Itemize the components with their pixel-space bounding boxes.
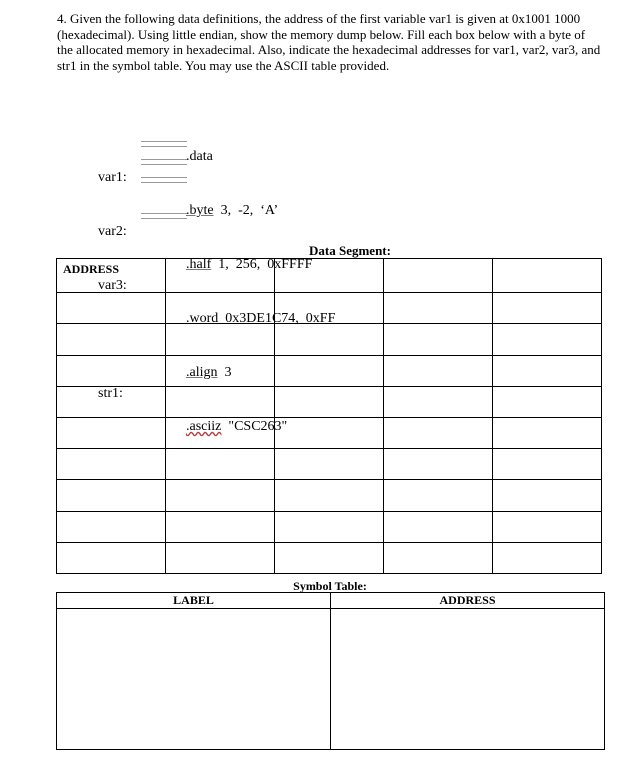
byte-cell[interactable] (275, 542, 384, 573)
label-separator (141, 177, 187, 183)
directive-operands: 3 (224, 365, 232, 380)
byte-cell[interactable] (493, 293, 602, 324)
byte-cell[interactable] (275, 386, 384, 417)
byte-cell[interactable] (166, 511, 275, 542)
label-separator (141, 159, 187, 165)
address-entry-cell[interactable] (331, 609, 605, 750)
directive-operands: 1, 256, 0xFFFF (218, 257, 313, 272)
directive-keyword: .align (186, 365, 218, 380)
byte-cell[interactable] (493, 355, 602, 386)
byte-cell[interactable] (275, 355, 384, 386)
address-header: ADDRESS (57, 259, 166, 293)
address-cell[interactable] (57, 511, 166, 542)
table-row (57, 593, 605, 609)
byte-cell[interactable] (275, 293, 384, 324)
byte-cell[interactable] (493, 386, 602, 417)
byte-cell[interactable] (166, 293, 275, 324)
byte-cell[interactable] (493, 480, 602, 511)
table-row (57, 511, 602, 542)
label-var2: var2: (98, 224, 127, 239)
address-cell[interactable] (57, 449, 166, 480)
byte-cell[interactable] (166, 449, 275, 480)
table-row (57, 609, 605, 750)
byte-cell[interactable] (384, 355, 493, 386)
label-separator (141, 141, 187, 147)
address-cell[interactable] (57, 386, 166, 417)
table-row (57, 417, 602, 448)
byte-cell[interactable] (275, 511, 384, 542)
address-cell[interactable] (57, 355, 166, 386)
byte-cell[interactable] (493, 417, 602, 448)
table-row (57, 259, 602, 293)
directive-line (186, 202, 335, 220)
symbol-table (56, 592, 605, 750)
byte-cell[interactable] (166, 480, 275, 511)
byte-cell[interactable] (275, 449, 384, 480)
label-header: LABEL (57, 593, 331, 609)
byte-cell[interactable] (493, 324, 602, 355)
address-cell[interactable] (57, 417, 166, 448)
label-var3: var3: (98, 278, 127, 293)
byte-cell[interactable] (166, 386, 275, 417)
byte-cell[interactable] (275, 324, 384, 355)
data-section: .data (186, 149, 213, 164)
table-row (57, 355, 602, 386)
directive-keyword: .byte (186, 203, 214, 218)
byte-cell[interactable] (275, 417, 384, 448)
byte-cell[interactable] (166, 355, 275, 386)
data-segment-table (56, 258, 602, 574)
table-row (57, 449, 602, 480)
address-cell[interactable] (57, 324, 166, 355)
table-row (57, 386, 602, 417)
byte-cell[interactable] (493, 259, 602, 293)
symbol-table-title: Symbol Table: (293, 579, 367, 593)
directive-operands: 3, -2, ‘A’ (220, 203, 279, 218)
byte-cell[interactable] (384, 480, 493, 511)
directive-keyword: .half (186, 257, 212, 272)
label-str1: str1: (98, 386, 123, 401)
byte-cell[interactable] (166, 542, 275, 573)
byte-cell[interactable] (493, 542, 602, 573)
address-header: ADDRESS (331, 593, 605, 609)
byte-cell[interactable] (493, 449, 602, 480)
byte-cell[interactable] (275, 259, 384, 293)
directive-operands: 0x3DE1C74, 0xFF (225, 311, 336, 326)
label-var1: var1: (98, 170, 127, 185)
byte-cell[interactable] (384, 324, 493, 355)
directive-operands: "CSC263" (228, 419, 288, 434)
directive-keyword: .word (186, 311, 219, 326)
table-row (57, 480, 602, 511)
byte-cell[interactable] (166, 324, 275, 355)
byte-cell[interactable] (384, 259, 493, 293)
address-cell[interactable] (57, 542, 166, 573)
label-separator (141, 213, 187, 219)
byte-cell[interactable] (384, 293, 493, 324)
byte-cell[interactable] (493, 511, 602, 542)
table-row (57, 542, 602, 573)
byte-cell[interactable] (384, 417, 493, 448)
address-cell[interactable] (57, 293, 166, 324)
byte-cell[interactable] (166, 259, 275, 293)
byte-cell[interactable] (384, 386, 493, 417)
byte-cell[interactable] (384, 449, 493, 480)
table-row (57, 293, 602, 324)
label-entry-cell[interactable] (57, 609, 331, 750)
address-cell[interactable] (57, 480, 166, 511)
data-segment-title: Data Segment: (309, 243, 391, 258)
byte-cell[interactable] (166, 417, 275, 448)
question-text: 4. Given the following data definitions, the address of the first variable var1 is given at 0x1001 1000 (hexadecimal). Using little endian, show the memory dump below. Fill each box below with a byte of the allocated memory in hexadecimal. Also, indicate the hexadecimal addresses for var1, var2, var3, and str1 in the symbol table. You may use the ASCII table provided. (57, 11, 601, 73)
directive-keyword: .asciiz (186, 419, 222, 434)
table-row (57, 324, 602, 355)
byte-cell[interactable] (275, 480, 384, 511)
byte-cell[interactable] (384, 542, 493, 573)
byte-cell[interactable] (384, 511, 493, 542)
